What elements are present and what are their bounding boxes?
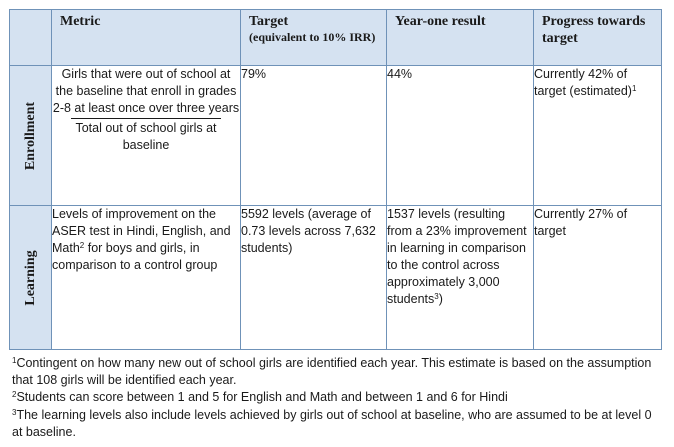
footnote-text: The learning levels also include levels achieved by girls out of school at baseline, who are assumed to be at level 0 at baseline. <box>12 407 652 439</box>
header-target <box>241 10 387 66</box>
header-target-sublabel: (equivalent to 10% IRR) <box>249 30 376 44</box>
footnotes <box>12 355 662 441</box>
footnote-ref-3: 3 <box>434 292 439 301</box>
enrollment-target-cell <box>241 66 387 206</box>
enrollment-target: 79% <box>241 67 267 81</box>
footnote-text: Students can score between 1 and 5 for English and Math and between 1 and 6 for Hindi <box>16 390 508 405</box>
header-metric <box>52 10 241 66</box>
header-metric-label: Metric <box>60 14 101 29</box>
footnote-1 <box>12 355 662 389</box>
enrollment-progress-cell <box>534 66 662 206</box>
footnote-3 <box>12 407 662 441</box>
footnote-marker: 2 <box>12 390 17 400</box>
learning-target-cell <box>241 206 387 350</box>
results-table <box>9 9 662 350</box>
learning-result-cell <box>387 206 534 350</box>
learning-target: 5592 levels (average of 0.73 levels across 7,632 students) <box>241 207 376 255</box>
footnote-marker: 1 <box>12 356 17 365</box>
enrollment-metric-cell <box>52 66 241 206</box>
footnote-ref-1: 1 <box>631 84 637 93</box>
header-progress-label: Progress towards target <box>542 14 646 46</box>
enrollment-denominator: Total out of school girls at baseline <box>75 121 217 152</box>
footnote-2 <box>12 389 662 406</box>
enrollment-result-cell <box>387 66 534 206</box>
learning-metric-part1: Levels of improvement on the ASER test in Hindi, English, and Math <box>52 207 231 255</box>
learning-label-cell <box>10 206 52 350</box>
enrollment-label: Enrollment <box>22 101 38 170</box>
header-corner <box>10 10 52 66</box>
enrollment-progress: Currently 42% of target (estimated) <box>534 67 632 98</box>
enrollment-numerator: Girls that were out of school at the baseline that enroll in grades 2-8 at least once over three years <box>52 67 240 115</box>
header-target-label: Target <box>249 14 289 29</box>
enrollment-result: 44% <box>387 67 413 81</box>
learning-result-close: ) <box>438 292 443 306</box>
header-result-label: Year-one result <box>395 14 486 29</box>
header-progress <box>534 10 662 66</box>
footnote-text: Contingent on how many new out of school girls are identified each year. This estimate is based on the assumption that 108 girls will be identified each year. <box>12 356 652 388</box>
learning-label: Learning <box>22 249 38 306</box>
header-row <box>10 10 662 66</box>
footnote-marker: 3 <box>12 407 17 417</box>
header-result <box>387 10 534 66</box>
enrollment-row <box>10 66 662 206</box>
enrollment-label-cell <box>10 66 52 206</box>
learning-metric-cell <box>52 206 241 350</box>
footnote-ref-2: 2 <box>79 241 85 250</box>
learning-result: 1537 levels (resulting from a 23% improvement in learning in comparison to the control across approximately 3,000 students <box>387 207 527 306</box>
learning-row <box>10 206 662 350</box>
learning-progress: Currently 27% of target <box>534 207 628 238</box>
learning-metric-part2: for boys and girls, in comparison to a control group <box>52 241 218 272</box>
learning-progress-cell <box>534 206 662 350</box>
